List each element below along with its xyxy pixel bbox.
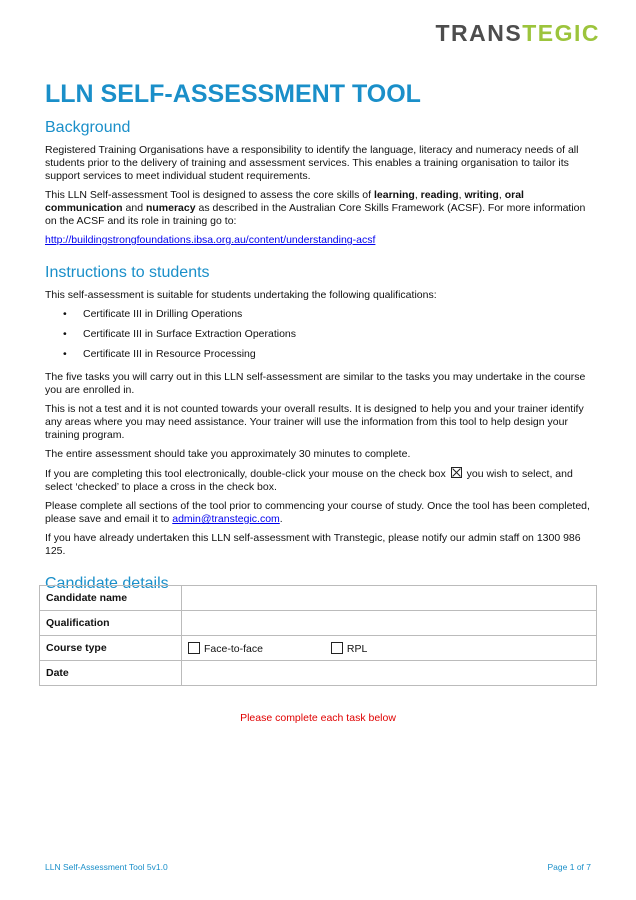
instructions-paragraph-2: This is not a test and it is not counted towards your overall results. It is designed to help you and your trainer identify any areas where you may need assistance. Your trainer will use the information from this tool to help design your training program.: [45, 403, 584, 441]
acsf-link[interactable]: http://buildingstrongfoundations.ibsa.org.au/content/understanding-acsf: [45, 234, 376, 246]
instructions-paragraph-3: The entire assessment should take you approximately 30 minutes to complete.: [45, 448, 411, 460]
text-run: and: [122, 202, 146, 214]
qualification-field[interactable]: [182, 611, 597, 636]
rpl-label: RPL: [346, 642, 368, 655]
date-field[interactable]: [182, 661, 597, 686]
acsf-link-paragraph: [45, 234, 595, 247]
rpl-checkbox[interactable]: [331, 642, 343, 654]
text-run: Please complete all sections of the tool prior to commencing your course of study. Once the tool has been completed, please save and email it to: [45, 500, 590, 525]
candidate-name-label: Candidate name: [40, 586, 182, 611]
document-body: [45, 118, 595, 600]
qualification-item: • Certificate III in Resource Processing: [45, 348, 595, 361]
background-paragraph-1: Registered Training Organisations have a responsibility to identify the language, literacy and numeracy needs of all students prior to the delivery of training and assessment services. This enables a training organisation to tailor its support services to meet individual student requirements.: [45, 144, 579, 182]
logo-part-tegic: TEGIC: [522, 20, 600, 46]
date-label: Date: [40, 661, 182, 686]
text-run: ,: [414, 189, 421, 201]
qualification-item: • Certificate III in Drilling Operations: [45, 308, 595, 321]
course-type-field: [182, 636, 597, 661]
instructions-heading: Instructions to students: [45, 264, 210, 281]
text-run: If you are completing this tool electronically, double-click your mouse on the check box: [45, 468, 449, 480]
rpl-option: [331, 642, 367, 655]
instructions-paragraph-6: If you have already undertaken this LLN self-assessment with Transtegic, please notify our admin staff on 1300 986 125.: [45, 532, 581, 557]
candidate-details-table: [39, 585, 597, 686]
table-row: [40, 586, 597, 611]
text-run: as described in the Australian Core Skills Framework (ACSF). For more information on the ACSF and its role in training go to:: [45, 202, 586, 227]
bold-numeracy: numeracy: [145, 202, 196, 214]
footer-page-number: Page 1 of 7: [547, 862, 591, 872]
background-heading: Background: [45, 119, 131, 136]
text-run: you wish to select, and select ‘checked’ to place a cross in the check box.: [45, 468, 573, 493]
table-row: [40, 661, 597, 686]
logo-part-trans: TRANS: [435, 20, 523, 46]
bold-writing: writing: [464, 189, 499, 201]
course-type-label: Course type: [40, 636, 182, 661]
qualification-item: • Certificate III in Surface Extraction Operations: [45, 328, 595, 341]
qualification-list: [45, 308, 595, 361]
candidate-name-field[interactable]: [182, 586, 597, 611]
text-run: ,: [498, 189, 505, 201]
table-row: [40, 636, 597, 661]
task-notice: Please complete each task below: [240, 712, 396, 724]
text-run: ,: [458, 189, 465, 201]
text-run: .: [279, 513, 283, 525]
face-to-face-option: [188, 642, 328, 655]
instructions-intro: This self-assessment is suitable for students undertaking the following qualifications:: [45, 289, 437, 301]
bold-reading: reading: [420, 189, 459, 201]
candidate-details-heading: Candidate details: [45, 575, 169, 592]
footer-document-id: LLN Self-Assessment Tool 5v1.0: [45, 862, 168, 872]
face-to-face-label: Face-to-face: [204, 642, 263, 655]
table-row: [40, 611, 597, 636]
text-run: This LLN Self-assessment Tool is designed to assess the core skills of: [45, 189, 374, 201]
crossed-checkbox-icon: [451, 467, 462, 478]
qualification-label: Qualification: [40, 611, 182, 636]
admin-email-link[interactable]: admin@transtegic.com: [172, 513, 280, 525]
page-title: LLN SELF-ASSESSMENT TOOL: [45, 80, 421, 108]
background-paragraph-2: [45, 189, 595, 228]
page-footer: [45, 862, 591, 872]
instructions-paragraph-4: [45, 467, 595, 494]
bold-oral-communication: oral communication: [45, 189, 524, 214]
face-to-face-checkbox[interactable]: [188, 642, 200, 654]
bold-learning: learning: [373, 189, 415, 201]
instructions-paragraph-5: [45, 500, 595, 526]
instructions-paragraph-1: The five tasks you will carry out in this LLN self-assessment are similar to the tasks you may undertake in the course you are enrolled in.: [45, 371, 586, 396]
transtegic-logo: [435, 20, 600, 47]
